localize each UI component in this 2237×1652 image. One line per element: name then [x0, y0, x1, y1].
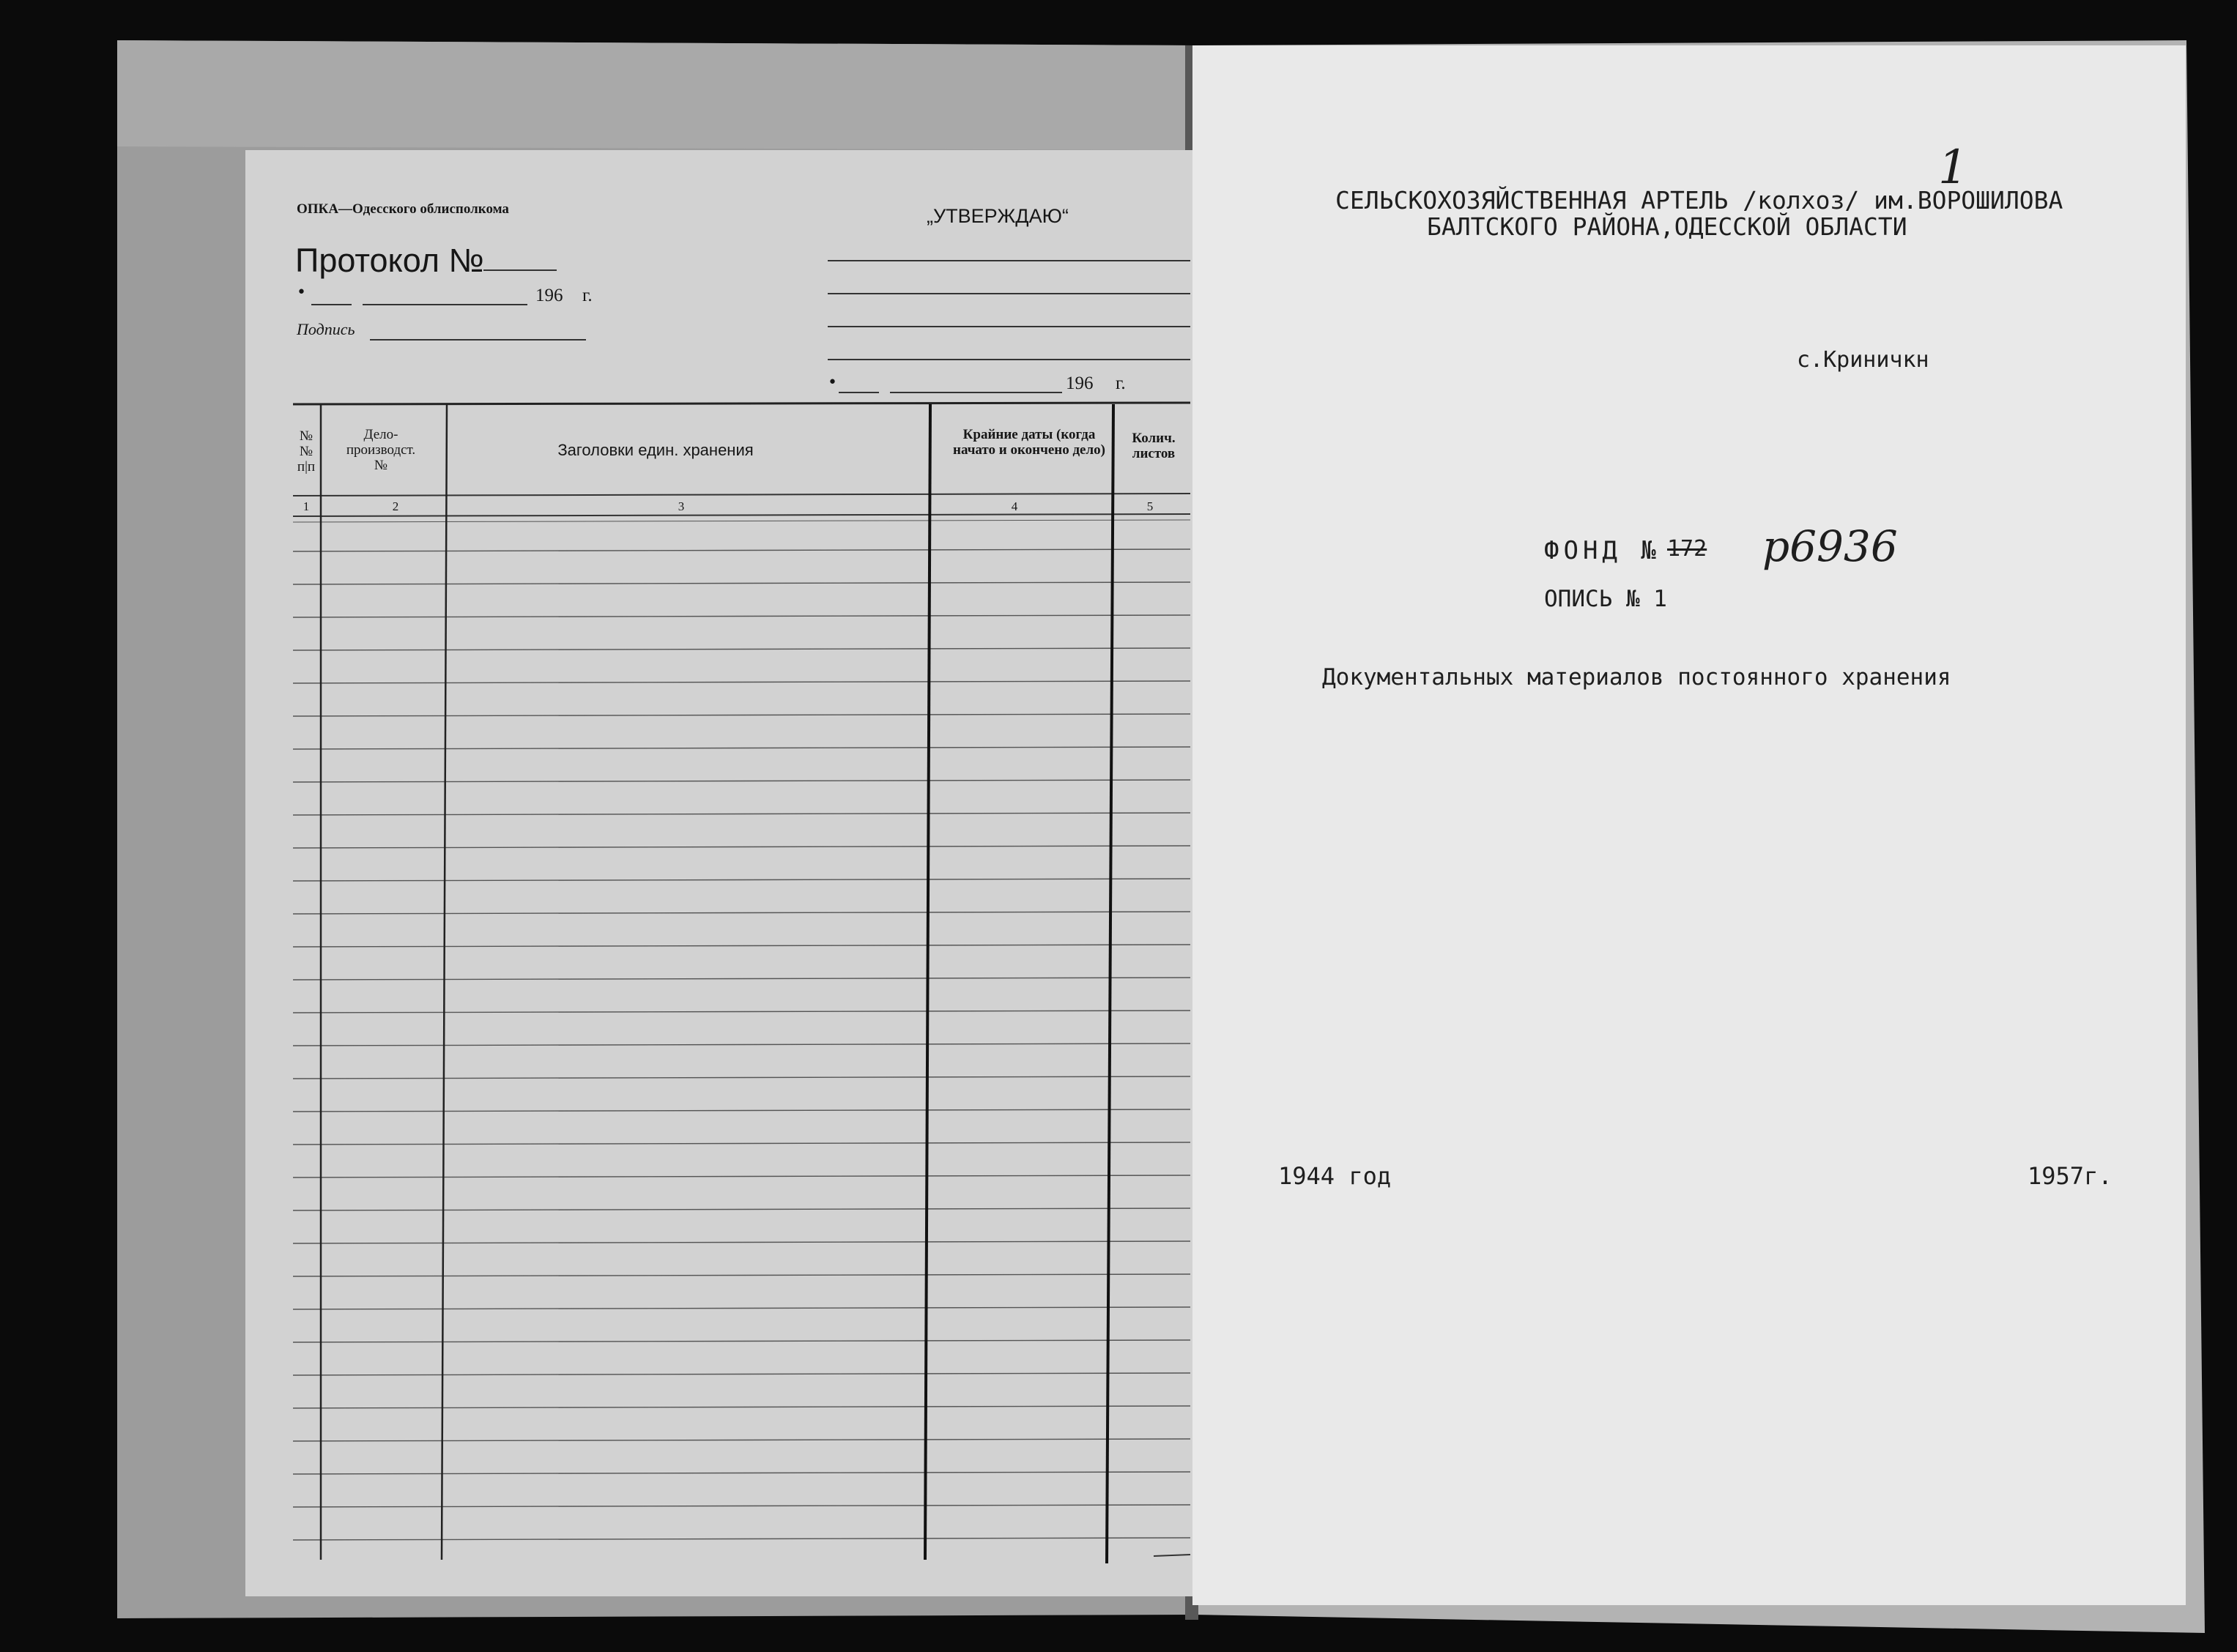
fond-old-number: 172	[1667, 536, 1707, 562]
form-year: 196	[535, 286, 563, 305]
form-approve-label: „УТВЕРЖДАЮ“	[927, 205, 1069, 227]
fond-new-number: р6936	[1762, 521, 1898, 571]
village-name: с.Криничкн	[1797, 347, 1929, 373]
organization-line-2: БАЛТСКОГО РАЙОНА,ОДЕССКОЙ ОБЛАСТИ	[1427, 212, 1907, 241]
col-number-4: 4	[1011, 499, 1018, 513]
header-case-number: Дело-производст. №	[346, 427, 416, 473]
col-number-1: 1	[303, 499, 310, 513]
right-page-title	[1192, 45, 2186, 1605]
col-number-3: 3	[678, 499, 685, 513]
approve-year: 196	[1066, 373, 1094, 393]
inventory-description: Документальных материалов постоянного хранения	[1322, 664, 1951, 691]
ledger-table-grid	[245, 150, 1198, 1596]
opis-number: ОПИСЬ № 1	[1544, 586, 1667, 612]
form-protocol-label: Протокол №	[295, 242, 484, 279]
page-number: 1	[1938, 141, 1968, 195]
approve-year-suffix: г.	[1116, 373, 1126, 393]
form-org-name: ОПКА—Одесского облисполкома	[297, 201, 509, 217]
form-signature-label: Подпись	[297, 320, 355, 338]
fond-label: ФОНД №	[1544, 536, 1661, 565]
organization-line-1: СЕЛЬСКОХОЗЯЙСТВЕННАЯ АРТЕЛЬ /колхоз/ им.ВОРОШИЛОВА	[1335, 186, 2063, 215]
header-storage-titles: Заголовки един. хранения	[557, 441, 754, 459]
col-number-2: 2	[392, 499, 399, 513]
col-number-5: 5	[1146, 499, 1154, 513]
header-item-number: №№ п|п	[297, 428, 316, 475]
date-quote-mark: •	[297, 283, 306, 302]
year-from: 1944 год	[1278, 1162, 1392, 1190]
left-page-form	[245, 150, 1198, 1596]
form-year-suffix: г.	[582, 286, 593, 305]
header-dates: Крайние даты (когда начато и окончено дело)	[953, 427, 1105, 458]
header-sheet-count: Колич. листов	[1132, 431, 1176, 461]
year-to: 1957г.	[2028, 1162, 2112, 1190]
approve-date-mark: •	[828, 373, 837, 392]
